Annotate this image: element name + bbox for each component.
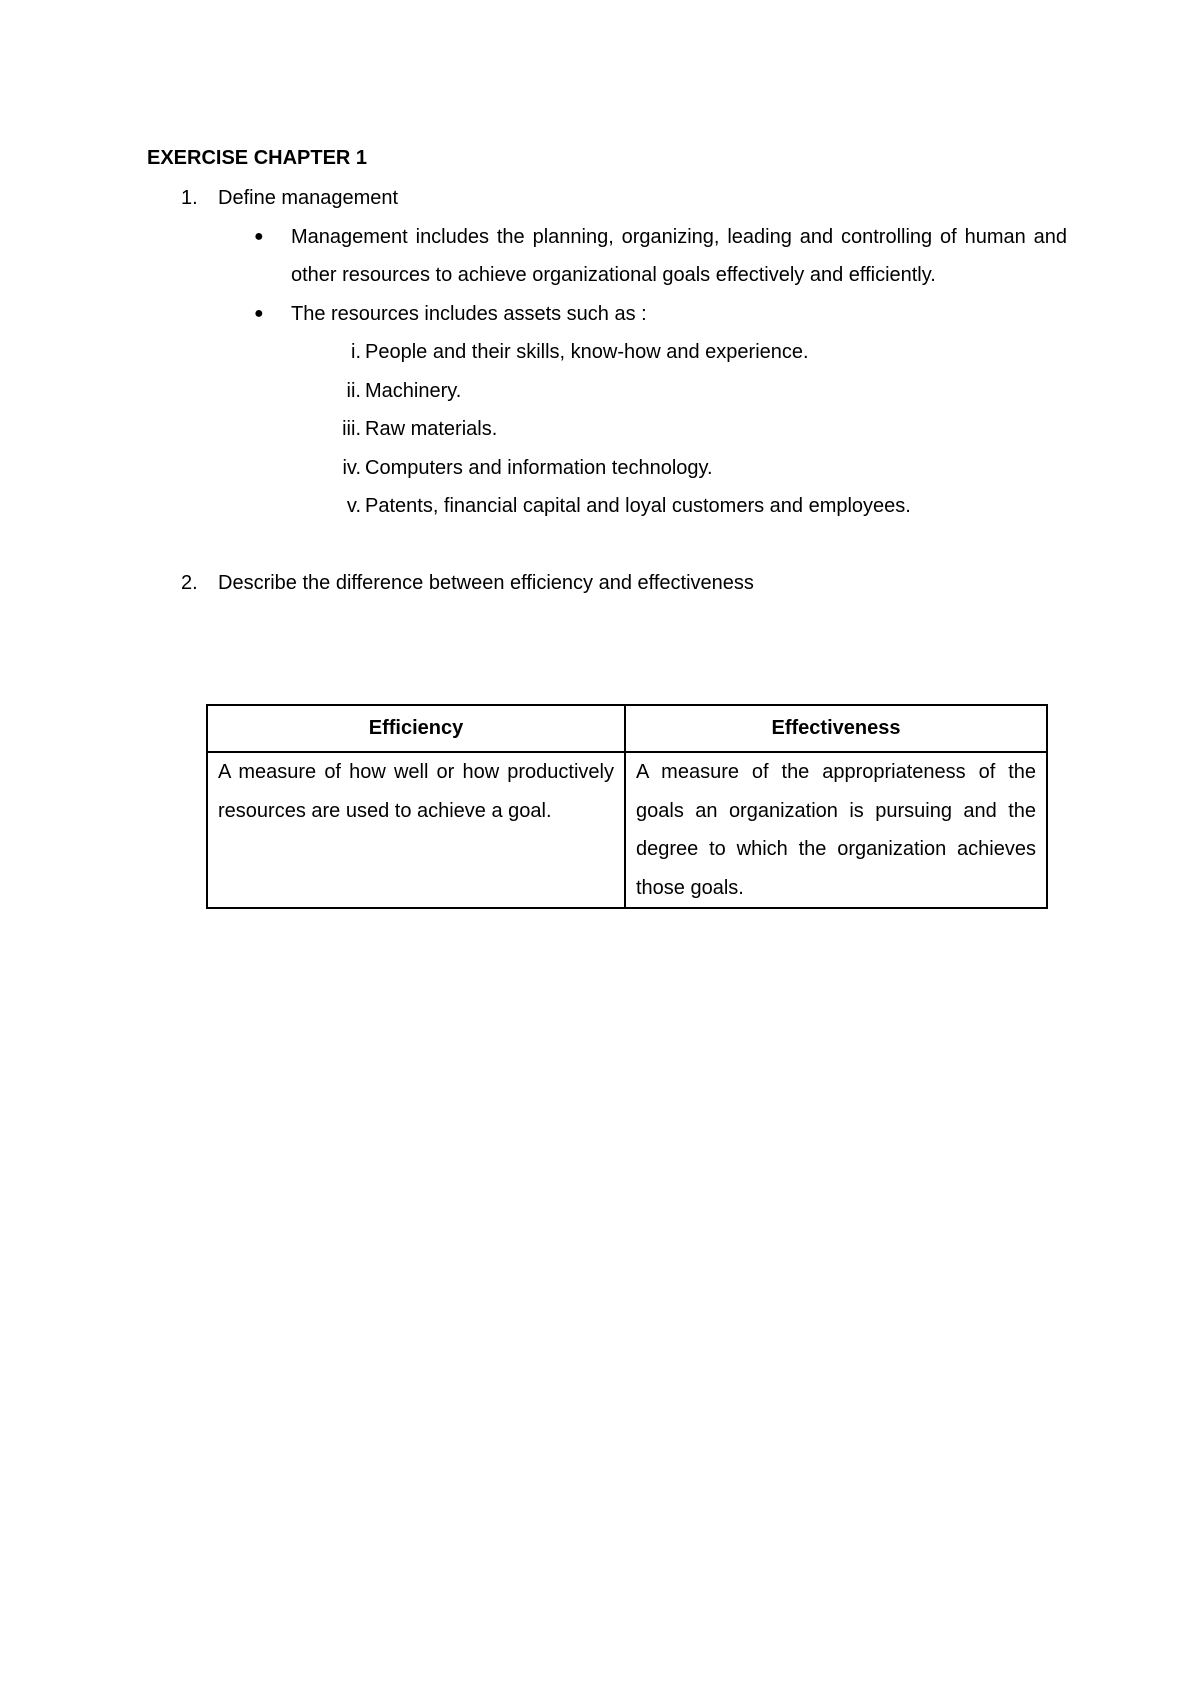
- question-number: 2.: [181, 572, 198, 594]
- table-row: [207, 752, 1047, 908]
- resource-number: ii.: [346, 379, 361, 402]
- bullet-text: Management includes the planning, organizing, leading and controlling of human and other resources to achieve organizational goals effectively and efficiently.: [291, 225, 1067, 286]
- table-header-efficiency: Efficiency: [207, 705, 625, 752]
- resource-item: [147, 487, 1067, 526]
- spacer: [147, 526, 1067, 565]
- table-cell-efficiency: A measure of how well or how productively resources are used to achieve a goal.: [207, 752, 625, 908]
- question-number: 1.: [181, 187, 198, 209]
- table-header-effectiveness: Effectiveness: [625, 705, 1047, 752]
- page-title: EXERCISE CHAPTER 1: [147, 147, 368, 169]
- resource-item: [147, 333, 1067, 372]
- comparison-table: [206, 704, 1048, 909]
- resource-number: v.: [346, 495, 361, 517]
- resource-number: iv.: [342, 456, 361, 479]
- resource-item: [147, 449, 1067, 488]
- resource-number: iii.: [342, 418, 361, 440]
- resource-text: Computers and information technology.: [365, 456, 713, 479]
- question-text: Describe the difference between efficiency and effectiveness: [218, 572, 754, 594]
- bullet-item-resources: [147, 295, 1067, 334]
- document-content: [147, 143, 1067, 603]
- question-2: [147, 564, 1067, 603]
- bullet-icon: ●: [254, 304, 264, 322]
- bullet-icon: ●: [254, 227, 264, 245]
- table-cell-effectiveness: A measure of the appropriateness of the goals an organization is pursuing and the degree to which the organization achieves those goals.: [625, 752, 1047, 908]
- resource-text: Patents, financial capital and loyal customers and employees.: [365, 495, 911, 517]
- comparison-table-container: [206, 704, 1048, 909]
- table-header-row: [207, 705, 1047, 752]
- resource-item: [147, 372, 1067, 411]
- question-1: [147, 179, 1067, 218]
- resource-text: People and their skills, know-how and experience.: [365, 341, 809, 363]
- resource-text: Machinery.: [365, 379, 462, 402]
- resource-item: [147, 410, 1067, 449]
- resource-text: Raw materials.: [365, 418, 498, 440]
- bullet-text: The resources includes assets such as :: [291, 302, 647, 325]
- bullet-item-definition: [147, 218, 1067, 295]
- question-text: Define management: [218, 187, 399, 209]
- resource-number: i.: [351, 341, 361, 363]
